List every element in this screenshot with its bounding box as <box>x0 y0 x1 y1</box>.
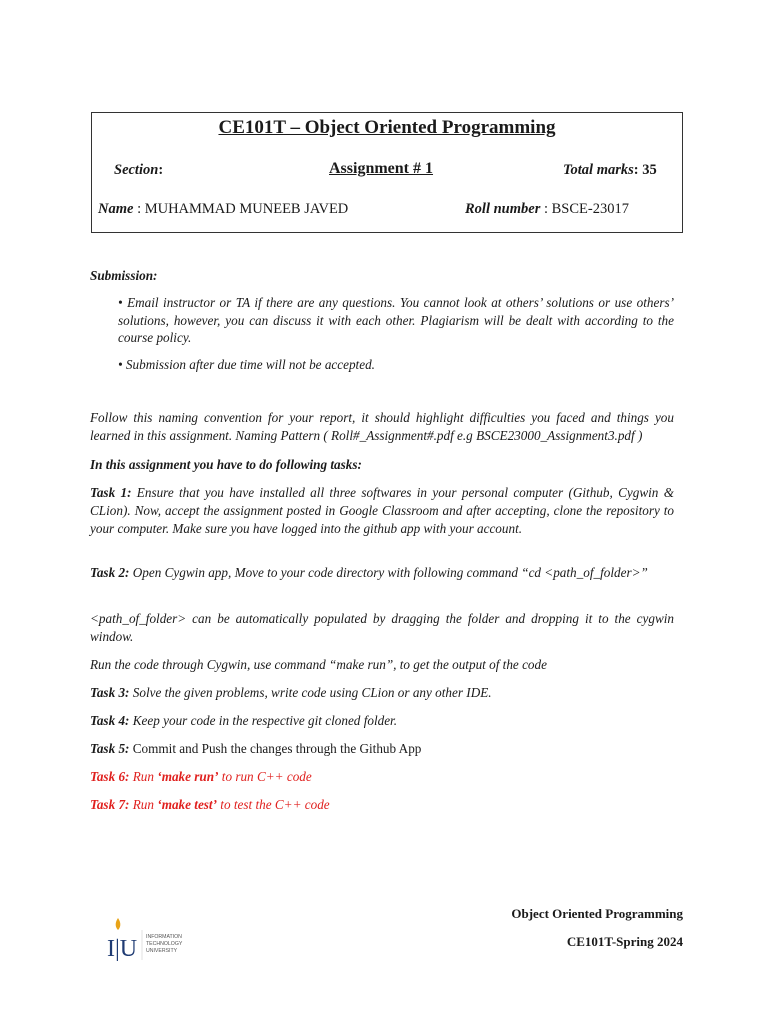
total-marks-field <box>563 162 657 179</box>
task-6-post: to run C++ code <box>218 769 312 784</box>
logo-line-1: INFORMATION <box>146 934 182 940</box>
task-7-command: ‘make test’ <box>157 797 217 812</box>
task-7-pre: Run <box>129 797 158 812</box>
task-5-label: Task 5: <box>90 741 130 756</box>
naming-convention: Follow this naming convention for your report, it should highlight difficulties you faced and things you learned in this assignment. Naming Pattern ( Roll#_Assignment#.pdf e.g BSCE23000_Assignment3.pdf ) <box>90 410 674 443</box>
task-2 <box>90 564 674 582</box>
task-5-text: Commit and Push the changes through the Github App <box>129 741 422 756</box>
task-1-label: Task 1: <box>90 485 132 500</box>
task-4-label: Task 4: <box>90 713 130 728</box>
header-box <box>91 112 683 233</box>
task-4-text: Keep your code in the respective git cloned folder. <box>129 713 398 728</box>
assignment-title: Assignment # 1 <box>329 160 434 177</box>
name-label: Name <box>98 201 134 217</box>
roll-number-value: : BSCE-23017 <box>540 201 629 217</box>
logo-line-3: UNIVERSITY <box>146 948 178 954</box>
footer-course: Object Oriented Programming <box>511 906 683 921</box>
task-3 <box>90 684 674 702</box>
logo-line-2: TECHNOLOGY <box>146 941 183 947</box>
name-field <box>98 201 348 218</box>
submission-bullet-1: • Email instructor or TA if there are any questions. You cannot look at others’ solutions or use others’ solutions, however, you can discuss it with each other. Plagiarism will be dealt with according to the course policy. <box>118 295 674 345</box>
roll-number-field <box>465 201 629 218</box>
task-1 <box>90 484 674 538</box>
task-3-text: Solve the given problems, write code using CLion or any other IDE. <box>129 685 492 700</box>
task-7 <box>90 796 674 814</box>
submission-bullet-2: • Submission after due time will not be accepted. <box>118 357 375 372</box>
task-6 <box>90 768 674 786</box>
logo-letters: I|U <box>107 936 138 962</box>
task-2-label: Task 2: <box>90 565 130 580</box>
task-2-text: Open Cygwin app, Move to your code directory with following command “cd <path_of_folder>” <box>129 565 648 580</box>
task-3-label: Task 3: <box>90 685 130 700</box>
task-6-command: ‘make run’ <box>157 769 219 784</box>
itu-logo-graphic <box>104 916 204 964</box>
name-value: : MUHAMMAD MUNEEB JAVED <box>133 201 349 217</box>
section-field <box>114 162 163 179</box>
section-colon: : <box>158 162 164 178</box>
flame-icon <box>116 918 121 930</box>
course-title: CE101T – Object Oriented Programming <box>218 117 556 138</box>
task-2-run: Run the code through Cygwin, use command “make run”, to get the output of the code <box>90 657 547 672</box>
task-5 <box>90 740 674 758</box>
task-1-text: Ensure that you have installed all three softwares in your personal computer (Github, Cygwin & CLion). Now, accept the assignment posted in Google Classroom and after accepting, clone the repository to your computer. Make sure you have logged into the github app with your account. <box>90 485 674 536</box>
task-2-note: <path_of_folder> can be automatically populated by dragging the folder and dropping it to the cygwin window. <box>90 611 674 644</box>
total-marks-label: Total marks <box>563 162 634 178</box>
footer-term: CE101T-Spring 2024 <box>566 934 683 949</box>
total-marks-value: : 35 <box>633 162 657 178</box>
task-7-label: Task 7: <box>90 797 130 812</box>
task-4 <box>90 712 674 730</box>
submission-heading: Submission: <box>90 268 158 283</box>
task-7-post: to test the C++ code <box>217 797 330 812</box>
tasks-heading: In this assignment you have to do following tasks: <box>90 457 362 472</box>
itu-logo <box>104 916 204 964</box>
section-label: Section <box>114 162 159 178</box>
task-6-label: Task 6: <box>90 769 130 784</box>
task-6-pre: Run <box>129 769 158 784</box>
roll-number-label: Roll number <box>465 201 541 217</box>
